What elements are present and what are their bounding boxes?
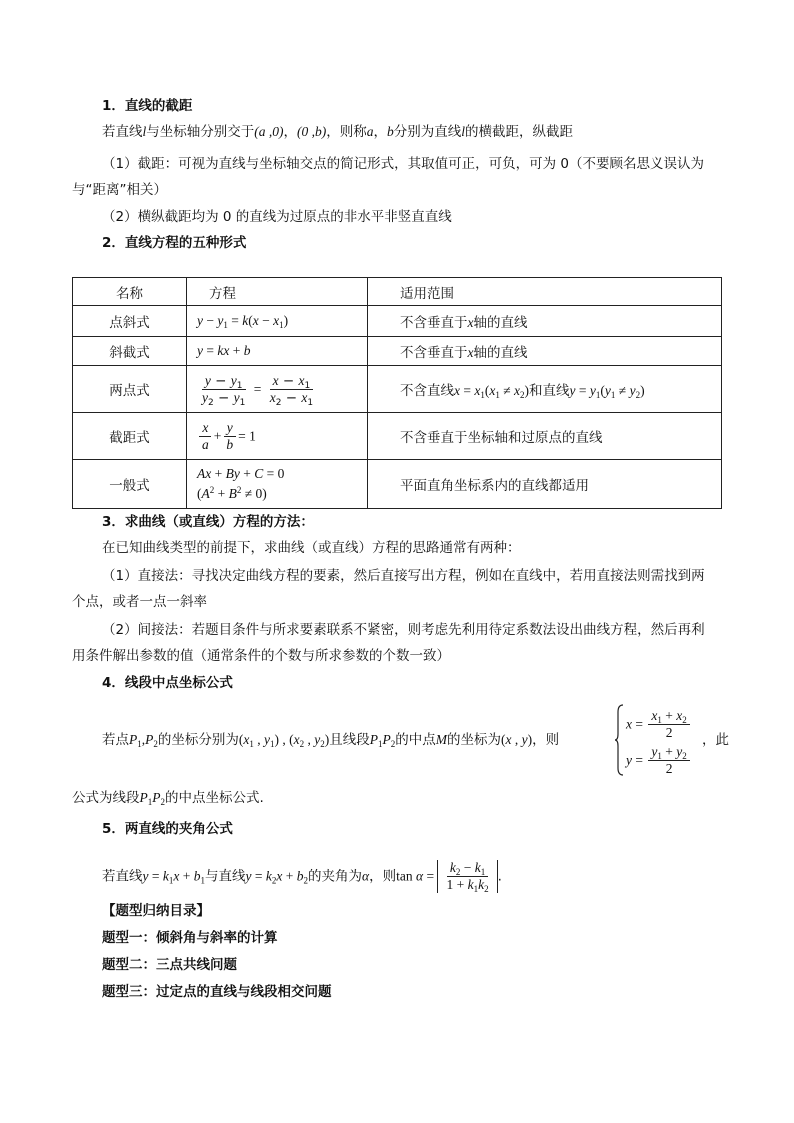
header-range: 适用范围 [368, 278, 722, 306]
toc-item[interactable]: 题型一：倾斜角与斜率的计算 [102, 930, 278, 946]
section-4-heading: 4．线段中点坐标公式 [102, 675, 233, 691]
row-name: 点斜式 [73, 306, 187, 337]
section-1-intro: 若直线l与坐标轴分别交于(a ,0)，(0 ,b)，则称a，b分别为直线l的横截距，纵截距 [102, 124, 574, 140]
midpoint-y-formula: y = $\frac{y_1 + y_2}{2}$ [626, 744, 692, 777]
row-range: 不含垂直于x轴的直线 [368, 306, 722, 337]
section-3-heading: 3．求曲线（或直线）方程的方法： [102, 514, 314, 530]
slope-intercept-equation: y = kx + b [187, 337, 368, 366]
midpoint-x-formula: x = $\frac{x_1 + x_2}{2}$ [626, 708, 692, 741]
section-3-point-1: （1）直接法：寻找决定曲线方程的要素，然后直接写出方程，例如在直线中，若用直接法则需找到两 [102, 568, 705, 584]
section-1-point-1-cont: 与“距离”相关） [72, 182, 167, 198]
row-name: 两点式 [73, 366, 187, 413]
row-range: 平面直角坐标系内的直线都适用 [368, 460, 722, 509]
section-4-statement: 若点$P_1,P_2$的坐标分别为($x_1$ , $y_1$) , ($x_2$ , $y_2$)且线段$P_1P_2$的中点M的坐标为(x , y)，则 [102, 732, 560, 749]
table-row [73, 306, 722, 337]
section-1-heading: 1．直线的截距 [102, 98, 193, 114]
section-2-heading: 2．直线方程的五种形式 [102, 235, 247, 251]
section-1-point-1: （1）截距：可视为直线与坐标轴交点的简记形式，其取值可正，可负，可为 0（不要顾名思义误认为 [102, 156, 704, 172]
row-name: 截距式 [73, 413, 187, 460]
section-3-point-2: （2）间接法：若题目条件与所求要素联系不紧密，则考虑先利用待定系数法设出曲线方程，然后再利 [102, 622, 705, 638]
header-equation: 方程 [187, 278, 368, 306]
header-name: 名称 [73, 278, 187, 306]
section-3-point-2-cont: 用条件解出参数的值（通常条件的个数与所求参数的个数一致） [72, 648, 450, 664]
row-range: 不含直线$x = x_1(x_1 \ne x_2)$和直线$y = y_1(y_1 \ne y_2)$ [368, 366, 722, 413]
row-range: 不含垂直于x轴的直线 [368, 337, 722, 366]
section-5-heading: 5．两直线的夹角公式 [102, 821, 233, 837]
table-row [73, 460, 722, 509]
section-4-tail: ，此 [702, 732, 729, 748]
section-3-intro: 在已知曲线类型的前提下，求曲线（或直线）方程的思路通常有两种： [102, 540, 521, 556]
toc-heading: 【题型归纳目录】 [102, 903, 210, 919]
table-row [73, 337, 722, 366]
table-row [73, 366, 722, 413]
toc-item[interactable]: 题型二：三点共线问题 [102, 957, 237, 973]
table-header-row [73, 278, 722, 306]
toc-item[interactable]: 题型三：过定点的直线与线段相交问题 [102, 984, 332, 1000]
section-5-statement: 若直线$y = k_1x + b_1$与直线$y = k_2x + b_2$的夹角为α，则tan α = $\frac{k_2 - k_1}{1 + k_1k_2}$ . [102, 860, 502, 894]
system-brace [614, 704, 624, 776]
line-equation-forms-table [72, 277, 722, 509]
two-point-equation: $\frac{y - y_1}{y_2 - y_1}$ = $\frac{x - x_1}{x_2 - x_1}$ [187, 366, 368, 413]
row-range: 不含垂直于坐标轴和过原点的直线 [368, 413, 722, 460]
section-4-statement-cont: 公式为线段$P_1P_2$的中点坐标公式. [72, 790, 264, 807]
section-3-point-1-cont: 个点，或者一点一斜率 [72, 594, 207, 610]
intercept-equation: $\frac{x}{a}$ + $\frac{y}{b}$ = 1 [187, 413, 368, 460]
table-row [73, 413, 722, 460]
general-equation: Ax + By + C = 0 $(A^2 + B^2 \ne 0)$ [187, 460, 368, 509]
section-1-point-2: （2）横纵截距均为 0 的直线为过原点的非水平非竖直直线 [102, 209, 452, 225]
row-name: 斜截式 [73, 337, 187, 366]
row-name: 一般式 [73, 460, 187, 509]
point-slope-equation: $y - y_1 = k(x - x_1)$ [187, 306, 368, 337]
